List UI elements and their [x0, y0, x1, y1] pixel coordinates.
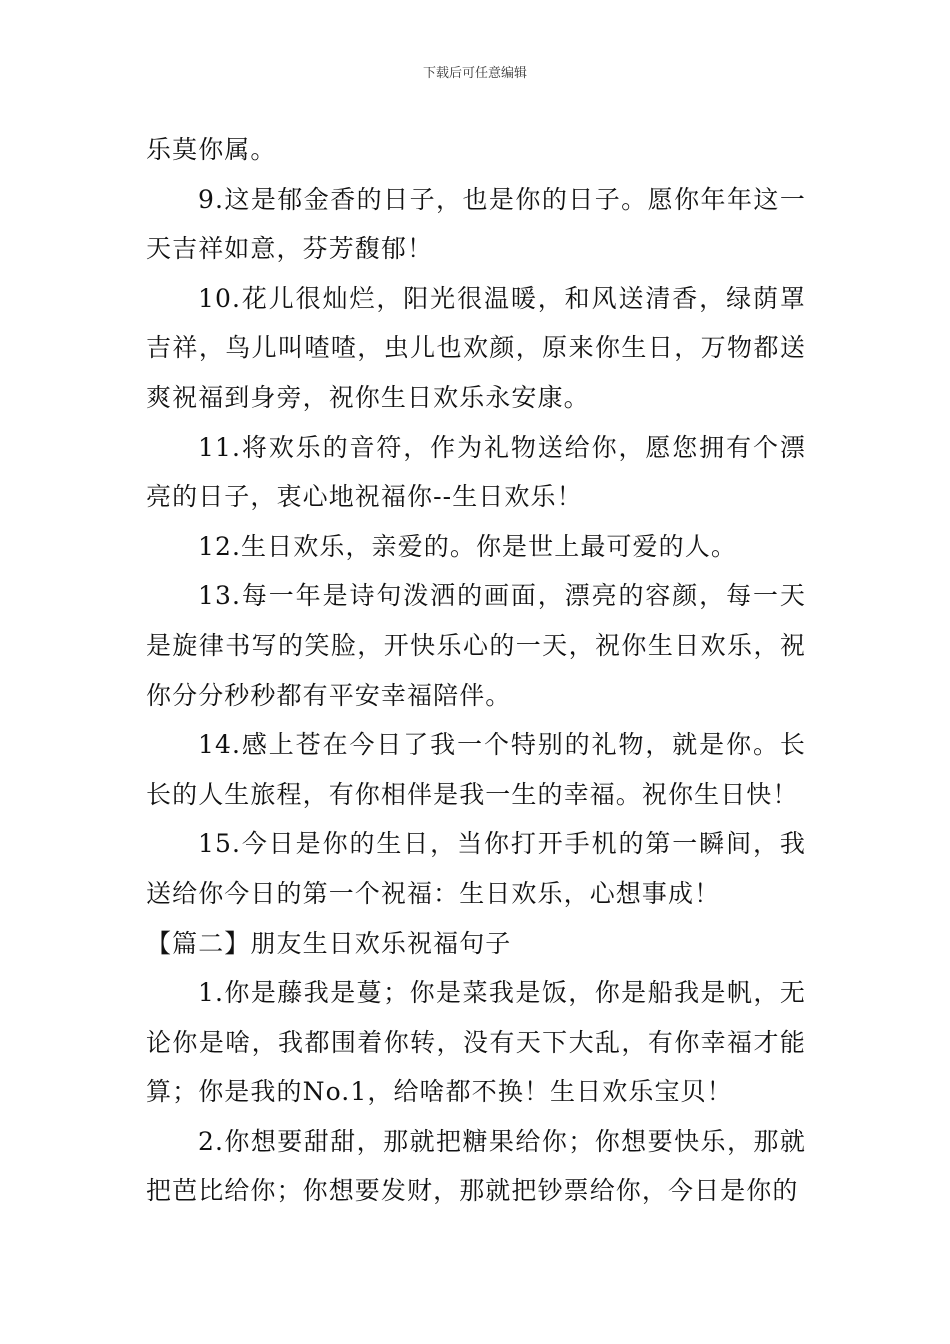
section-paragraph-item-2: 2.你想要甜甜，那就把糖果给你；你想要快乐，那就把芭比给你；你想要发财，那就把钞票给你，今日是你的	[146, 1126, 806, 1206]
paragraph-item-9: 9.这是郁金香的日子，也是你的日子。愿你年年这一天吉祥如意，芬芳馥郁！	[146, 184, 806, 264]
paragraph-item-10: 10.花儿很灿烂，阳光很温暖，和风送清香，绿荫罩吉祥，鸟儿叫喳喳，虫儿也欢颜，原来你生日，万物都送爽祝福到身旁，祝你生日欢乐永安康。	[146, 283, 806, 412]
paragraph-item-11: 11.将欢乐的音符，作为礼物送给你，愿您拥有个漂亮的日子，衷心地祝福你--生日欢乐！	[146, 432, 806, 512]
paragraph-item-13: 13.每一年是诗句泼洒的画面，漂亮的容颜，每一天是旋律书写的笑脸，开快乐心的一天，祝你生日欢乐，祝你分分秒秒都有平安幸福陪伴。	[146, 581, 806, 710]
page-header: 下载后可任意编辑	[422, 66, 527, 81]
section-paragraph-item-1: 1.你是藤我是蔓；你是菜我是饭，你是船我是帆，无论你是啥，我都围着你转，没有天下大乱，有你幸福才能算；你是我的No.1，给啥都不换！生日欢乐宝贝！	[146, 978, 806, 1107]
section-heading: 【篇二】朋友生日欢乐祝福句子	[146, 928, 512, 958]
paragraph-item-15: 15.今日是你的生日，当你打开手机的第一瞬间，我送给你今日的第一个祝福：生日欢乐，心想事成！	[146, 829, 806, 908]
paragraph-item-14: 14.感上苍在今日了我一个特别的礼物，就是你。长长的人生旅程，有你相伴是我一生的幸福。祝你生日快！	[146, 730, 806, 809]
paragraph-continuation: 乐莫你属。	[146, 135, 277, 164]
paragraph-item-12: 12.生日欢乐，亲爱的。你是世上最可爱的人。	[198, 531, 737, 561]
document-body	[146, 125, 806, 1216]
